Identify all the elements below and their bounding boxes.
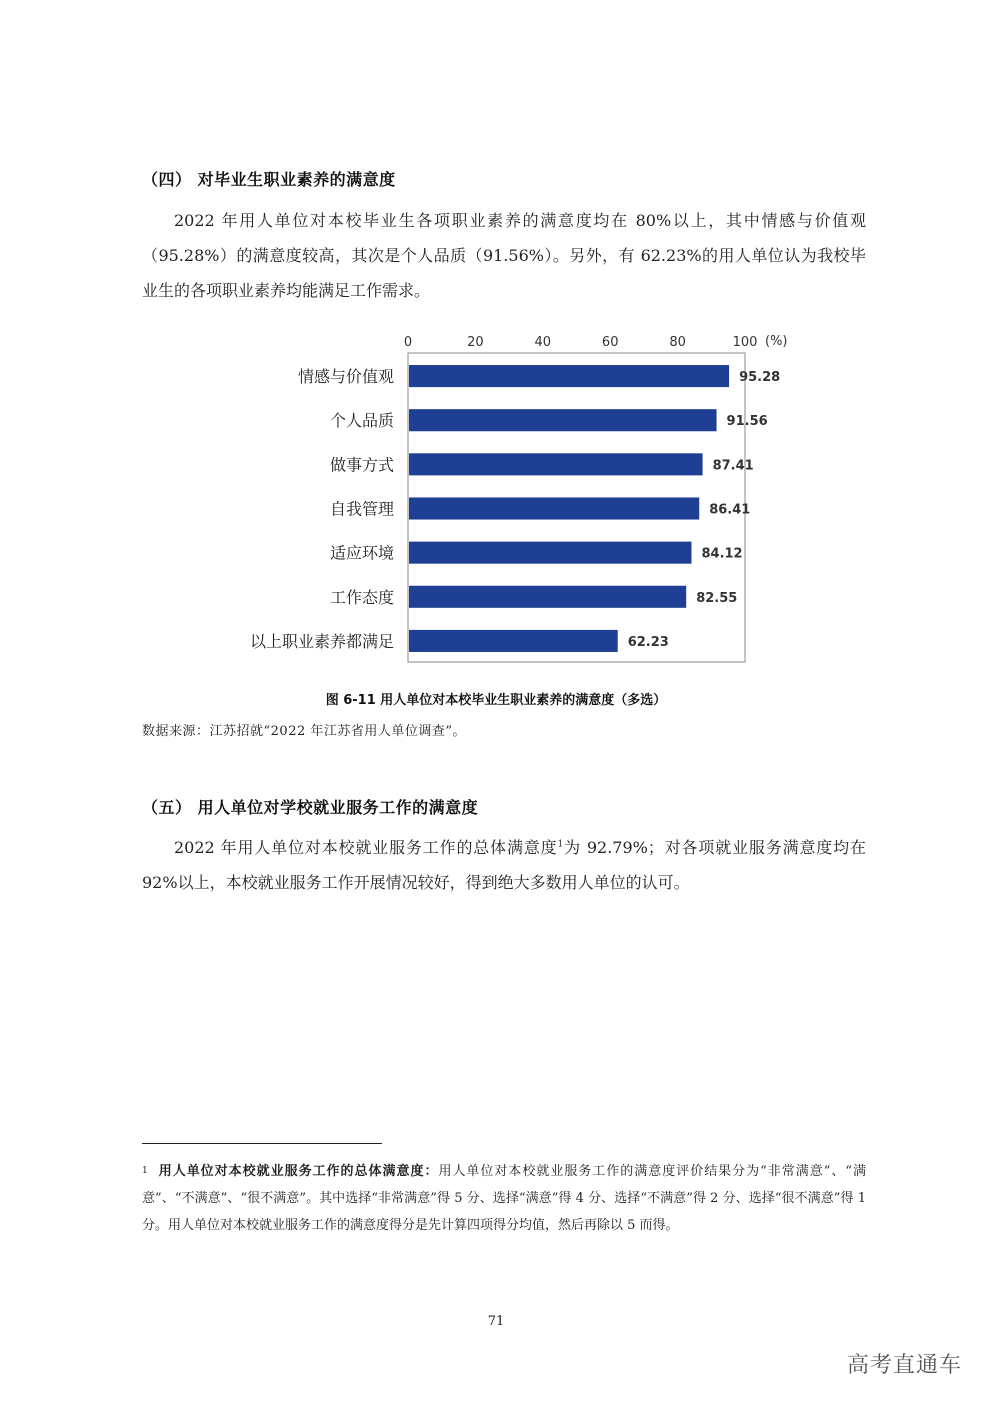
bar [409, 365, 729, 387]
section-heading-5: （五） 用人单位对学校就业服务工作的满意度 [142, 798, 479, 817]
data-label: 82.55 [696, 590, 738, 606]
x-tick-label: 100 [732, 335, 758, 350]
data-label: 91.56 [726, 414, 768, 430]
section-heading-4: （四） 对毕业生职业素养的满意度 [142, 170, 396, 189]
bar-chart [240, 325, 800, 670]
x-tick-label: 0 [403, 335, 413, 350]
data-label: 62.23 [627, 634, 669, 650]
bar [409, 630, 618, 652]
figure-caption: 图 6-11 用人单位对本校毕业生职业素养的满意度（多选） [325, 693, 667, 708]
category-label: 自我管理 [329, 499, 394, 519]
data-label: 84.12 [701, 546, 743, 562]
category-label: 情感与价值观 [297, 367, 394, 387]
section-paragraph-4: 2022 年用人单位对本校毕业生各项职业素养的满意度均在 80%以上，其中情感与价值观（95.28%）的满意度较高，其次是个人品质（91.56%）。另外，有 62.23%的用人单位认为我校毕业生的各项职业素养均能满足工作需求。 [142, 211, 866, 300]
data-label: 86.41 [709, 502, 751, 518]
category-label: 做事方式 [329, 455, 394, 475]
category-label: 适应环境 [329, 543, 394, 563]
category-label: 工作态度 [329, 587, 394, 607]
category-label: 以上职业素养都满足 [249, 631, 394, 651]
bar [409, 586, 686, 608]
footnote-text: 用人单位对本校就业服务工作的满意度评价结果分为“非常满意”、“满意”、“不满意”、“很不满意”。其中选择“非常满意”得 5 分、选择“满意”得 4 分、选择“不满意”得 2 分、选择“很不满意”得 1 分。用人单位对本校就业服务工作的满意度得分是先计算四项得分均值，然后再除以 5 而得。 [142, 1164, 866, 1233]
data-label: 95.28 [739, 370, 781, 386]
figure-source: 数据来源：江苏招就“2022 年江苏省用人单位调查”。 [142, 724, 467, 739]
x-tick-label: 60 [601, 335, 619, 350]
bar [409, 409, 717, 431]
footnote-number: 1 [142, 1166, 148, 1176]
axis-unit-label: (%) [765, 334, 788, 349]
page-number: 71 [487, 1314, 505, 1329]
bar [409, 497, 699, 519]
x-tick-label: 40 [534, 335, 552, 350]
x-tick-label: 20 [467, 335, 484, 350]
data-label: 87.41 [712, 458, 754, 474]
footnote [142, 1158, 866, 1239]
bar [409, 453, 703, 475]
footnote-divider [142, 1143, 382, 1144]
bar [409, 542, 691, 564]
category-label: 个人品质 [329, 411, 394, 431]
x-tick-label: 80 [669, 335, 686, 350]
footnote-term: 用人单位对本校就业服务工作的总体满意度： [157, 1164, 439, 1179]
watermark: 高考直通车 [846, 1353, 962, 1378]
section-paragraph-5: 2022 年用人单位对本校就业服务工作的总体满意度$^1$为 92.79%；对各项就业服务满意度均在 92%以上，本校就业服务工作开展情况较好，得到绝大多数用人单位的认可。 [142, 838, 866, 892]
footnote-ref[interactable]: 1 [557, 839, 564, 850]
